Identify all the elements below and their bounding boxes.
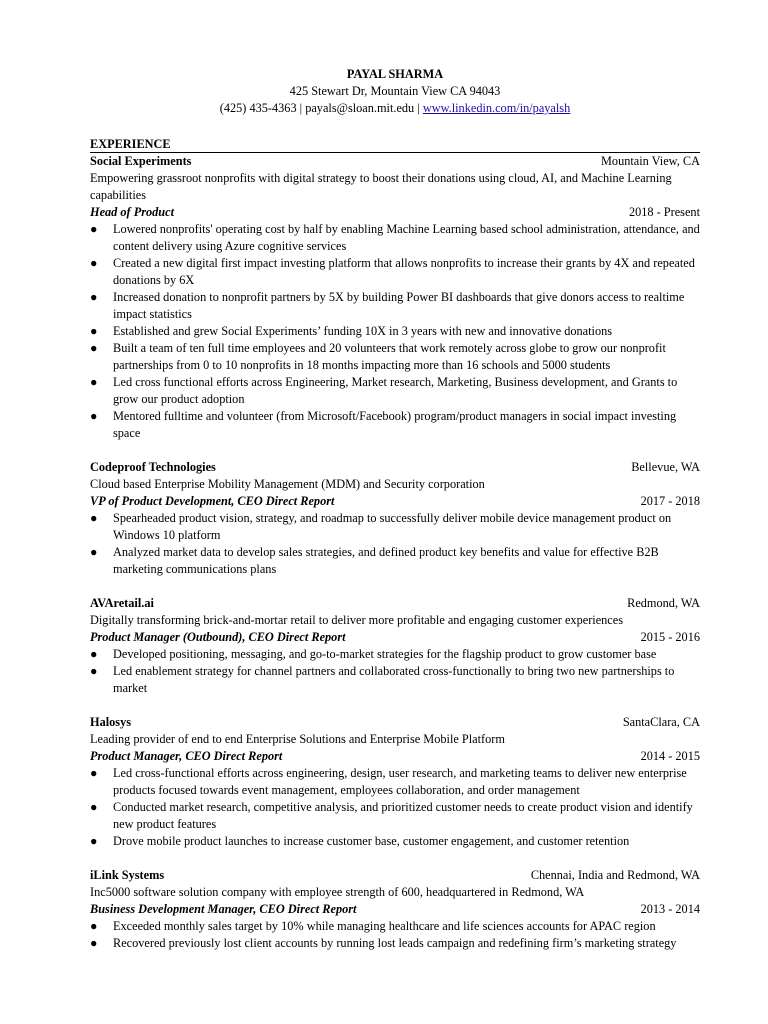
contact-phone-email: (425) 435-4363 | payals@sloan.mit.edu | <box>219 101 423 115</box>
achievement-item <box>90 289 700 323</box>
company-location: Chennai, India and Redmond, WA <box>530 868 700 882</box>
company-name: iLink Systems <box>90 868 165 882</box>
achievement-item <box>90 408 700 442</box>
job-spacer <box>90 697 700 714</box>
bullet-icon: ● <box>90 324 98 338</box>
job-entry <box>90 578 700 697</box>
role-dates: 2017 - 2018 <box>640 494 700 508</box>
bullet-icon: ● <box>90 545 98 559</box>
achievement-text: Led enablement strategy for channel partners and collaborated cross-functionally to bring two new partnerships to market <box>113 664 675 695</box>
bullet-icon: ● <box>90 222 98 236</box>
achievement-item <box>90 510 700 544</box>
company-row <box>90 153 700 170</box>
job-entry <box>90 442 700 578</box>
company-name: Codeproof Technologies <box>90 460 216 474</box>
achievement-text: Exceeded monthly sales target by 10% while managing healthcare and life sciences accounts for APAC region <box>113 919 656 933</box>
bullet-icon: ● <box>90 375 98 389</box>
bullet-icon: ● <box>90 664 98 678</box>
company-description: Cloud based Enterprise Mobility Management (MDM) and Security corporation <box>90 477 485 491</box>
achievement-list <box>90 221 700 442</box>
bullet-icon: ● <box>90 766 98 780</box>
achievement-text: Mentored fulltime and volunteer (from Microsoft/Facebook) program/product managers in social impact investing space <box>113 409 677 440</box>
company-name: Halosys <box>90 715 131 729</box>
company-description: Inc5000 software solution company with employee strength of 600, headquartered in Redmond, WA <box>90 885 585 899</box>
achievement-item <box>90 646 700 663</box>
role-title: Business Development Manager, CEO Direct Report <box>90 902 357 916</box>
company-row <box>90 867 700 884</box>
company-description: Leading provider of end to end Enterprise Solutions and Enterprise Mobile Platform <box>90 732 505 746</box>
linkedin-link[interactable]: www.linkedin.com/in/payalsh <box>422 101 571 115</box>
company-location: Bellevue, WA <box>631 460 700 474</box>
section-title-experience: EXPERIENCE <box>90 137 700 153</box>
achievement-list <box>90 646 700 697</box>
company-row <box>90 595 700 612</box>
experience-list <box>90 153 700 952</box>
role-row <box>90 629 700 646</box>
achievement-text: Lowered nonprofits' operating cost by half by enabling Machine Learning based school administration, attendance, and content delivery using Azure cognitive services <box>113 222 700 253</box>
achievement-item <box>90 544 700 578</box>
role-row <box>90 204 700 221</box>
company-name: AVAretail.ai <box>90 596 154 610</box>
role-dates: 2015 - 2016 <box>640 630 700 644</box>
company-row <box>90 459 700 476</box>
role-title: Head of Product <box>90 205 175 219</box>
job-spacer <box>90 578 700 595</box>
achievement-item <box>90 663 700 697</box>
achievement-list <box>90 765 700 850</box>
contact-line <box>90 100 700 117</box>
bullet-icon: ● <box>90 256 98 270</box>
achievement-text: Recovered previously lost client accounts by running lost leads campaign and redefining firm’s marketing strategy <box>113 936 677 950</box>
resume-page <box>90 66 700 952</box>
candidate-name: PAYAL SHARMA <box>346 67 444 81</box>
bullet-icon: ● <box>90 647 98 661</box>
role-dates: 2013 - 2014 <box>640 902 700 916</box>
role-dates: 2014 - 2015 <box>640 749 700 763</box>
company-description: Empowering grassroot nonprofits with digital strategy to boost their donations using cloud, AI, and Machine Learning capabilities <box>90 171 672 202</box>
role-title: Product Manager (Outbound), CEO Direct Report <box>90 630 346 644</box>
job-entry <box>90 697 700 850</box>
address: 425 Stewart Dr, Mountain View CA 94043 <box>289 84 501 98</box>
resume-header <box>90 66 700 117</box>
achievement-item <box>90 935 700 952</box>
job-spacer <box>90 442 700 459</box>
company-location: Mountain View, CA <box>601 154 700 168</box>
company-location: Redmond, WA <box>627 596 700 610</box>
achievement-item <box>90 765 700 799</box>
bullet-icon: ● <box>90 919 98 933</box>
bullet-icon: ● <box>90 834 98 848</box>
achievement-text: Increased donation to nonprofit partners by 5X by building Power BI dashboards that give donors access to realtime impact statistics <box>113 290 685 321</box>
achievement-item <box>90 374 700 408</box>
role-row <box>90 748 700 765</box>
achievement-text: Developed positioning, messaging, and go-to-market strategies for the flagship product to grow customer base <box>113 647 657 661</box>
achievement-text: Established and grew Social Experiments’ funding 10X in 3 years with new and innovative donations <box>113 324 613 338</box>
achievement-text: Created a new digital first impact investing platform that allows nonprofits to increase their grants by 4X and repeated donations by 6X <box>113 256 695 287</box>
role-row <box>90 901 700 918</box>
achievement-list <box>90 918 700 952</box>
achievement-item <box>90 340 700 374</box>
bullet-icon: ● <box>90 800 98 814</box>
bullet-icon: ● <box>90 936 98 950</box>
job-entry <box>90 850 700 952</box>
achievement-item <box>90 221 700 255</box>
achievement-text: Analyzed market data to develop sales strategies, and defined product key benefits and value for effective B2B marketing communications plans <box>113 545 659 576</box>
achievement-text: Conducted market research, competitive analysis, and prioritized customer needs to create product vision and identify new product features <box>113 800 693 831</box>
achievement-item <box>90 323 700 340</box>
bullet-icon: ● <box>90 511 98 525</box>
achievement-item <box>90 833 700 850</box>
role-title: VP of Product Development, CEO Direct Report <box>90 494 335 508</box>
achievement-text: Led cross functional efforts across Engineering, Market research, Marketing, Business development, and Grants to grow our product adoption <box>113 375 678 406</box>
achievement-list <box>90 510 700 578</box>
company-description: Digitally transforming brick-and-mortar retail to deliver more profitable and engaging customer experiences <box>90 613 624 627</box>
role-row <box>90 493 700 510</box>
role-title: Product Manager, CEO Direct Report <box>90 749 283 763</box>
achievement-text: Built a team of ten full time employees and 20 volunteers that work remotely across globe to grow our nonprofit partnerships from 0 to 10 nonprofits in 18 months impacting more than 16 schools and 5000 students <box>113 341 666 372</box>
job-entry <box>90 153 700 442</box>
achievement-item <box>90 799 700 833</box>
bullet-icon: ● <box>90 341 98 355</box>
achievement-item <box>90 918 700 935</box>
achievement-text: Spearheaded product vision, strategy, and roadmap to successfully deliver mobile device management product on Windows 10 platform <box>113 511 672 542</box>
role-dates: 2018 - Present <box>628 205 700 219</box>
job-spacer <box>90 850 700 867</box>
company-row <box>90 714 700 731</box>
achievement-text: Drove mobile product launches to increase customer base, customer engagement, and customer retention <box>113 834 630 848</box>
bullet-icon: ● <box>90 290 98 304</box>
achievement-text: Led cross-functional efforts across engineering, design, user research, and marketing teams to deliver new enterprise products focused towards event management, employees collaboration, and order management <box>113 766 687 797</box>
company-name: Social Experiments <box>90 154 192 168</box>
achievement-item <box>90 255 700 289</box>
bullet-icon: ● <box>90 409 98 423</box>
company-location: SantaClara, CA <box>622 715 700 729</box>
